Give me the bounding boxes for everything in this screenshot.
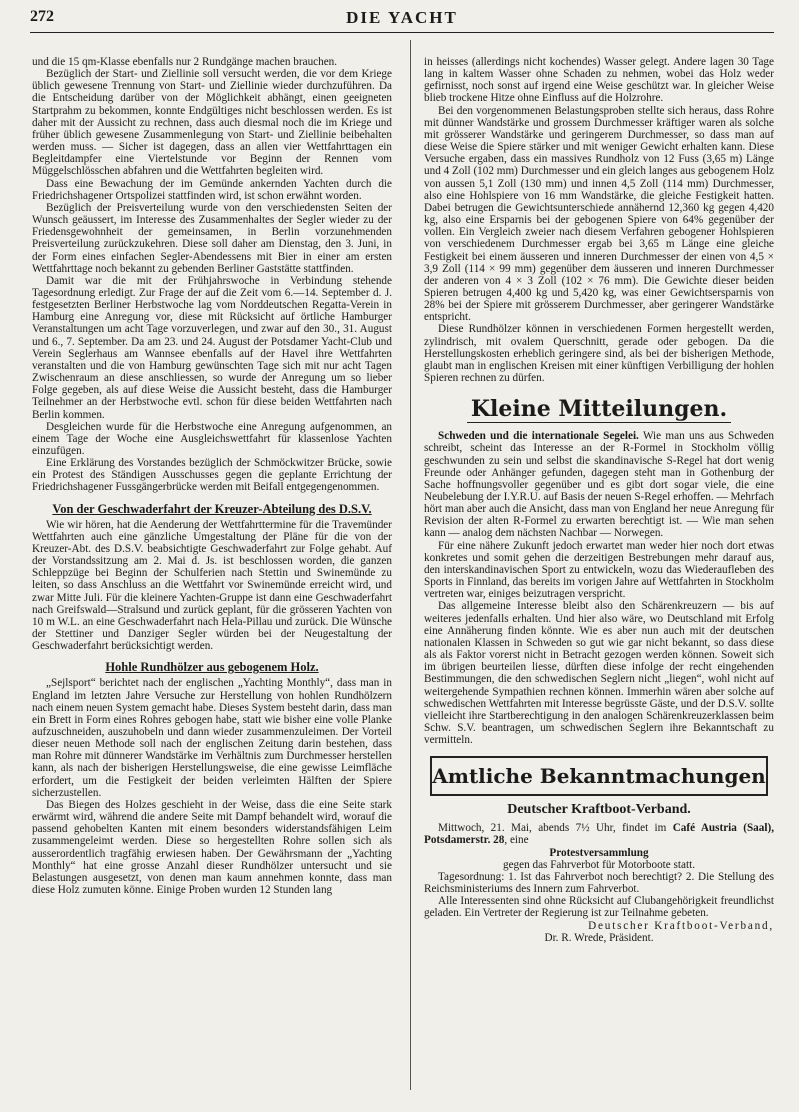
meeting-venue: Café Austria (Saal), Potsdamerstr. 28: [424, 822, 774, 847]
paragraph: Bezüglich der Preisverteilung wurde von den verschiedensten Seiten der Wunsch geäussert, im Interesse des Zusammenhaltes der Segler wieder zu der Friedensgewohnheit der gemeinsamen, in Berlin vorzunehmenden Preisverteilung zurückzukehren. Diese soll daher am Dienstag, den 3. Juni, in der Form eines einfachen Segler-Abendessens mit Bier in einer am ersten Wettfahrttage noch bekannt zu gebenden Berliner Gaststätte stattfinden.: [32, 201, 392, 275]
page-header: [30, 6, 774, 33]
paragraph: in heisses (allerdings nicht kochendes) Wasser gelegt. Andere lagen 30 Tage lang in kaltem Wasser ohne Schaden zu nehmen, wobei das Holz weder gefirnisst, noch sonst auf irgend eine Weise geschützt war. In gleicher Weise blieb trockene Hitze ohne Einfluss auf die Holzrohre.: [424, 56, 774, 105]
paragraph: Bezüglich der Start- und Ziellinie soll versucht werden, die vor dem Kriege üblich gewesene Trennung von Start- und Ziellinie wieder durchzuführen. Da die Entscheidung darüber von der Möglichkeit abhängt, einen geeigneten Startprahm zu bekommen, konnte Endgültiges nicht beschlossen werden. Es ist daher mit der Aussicht zu rechnen, dass auch diesmal noch die im Kriege und früher üblich gewesene Zusammenlegung von Start- und Ziellinie beibehalten werden muss. — Sicher ist dagegen, dass an allen vier Wettfahrttagen ein Begleitdampfer eine Viertelstunde vor Beginn der Rennen vom Müggelschlösschen abfahren und die Wettfahrten begleiten wird.: [32, 68, 392, 178]
left-column: [32, 56, 392, 1106]
signature-organization: Deutscher Kraftboot-Verband,: [588, 919, 774, 932]
paragraph: Für eine nähere Zukunft jedoch erwartet man weder hier noch dort etwas konkretes und somit gehen die derzeitigen Bestrebungen mehr darauf aus, den interskandinavischen Sport zu entwickeln, wozu das Wiederaufleben des Sports in Finnland, das bereits im vorigen Jahre auf Wettfahrten in Stockholm vertreten war, einiges beizutragen verspricht.: [424, 539, 774, 601]
column-divider: [410, 40, 411, 1090]
announcements-box-heading: Amtliche Bekanntmachungen: [430, 756, 768, 796]
paragraph: Diese Rundhölzer können in verschiedenen Formen hergestellt werden, zylindrisch, mit ovalem Querschnitt, gerade oder gebogen. Da die Herstellungskosten erheblich geringere sind, als bei der bisherigen Methode, glaubt man in englischen Kreisen mit einer künftigen Verbilligung der hohlen Spieren rechnen zu dürfen.: [424, 323, 774, 385]
paragraph: Das Biegen des Holzes geschieht in der Weise, dass die eine Seite stark erwärmt wird, während die andere Seite mit Dampf behandelt wird, worauf die passend gehobelten Kanten mit einem besonders widerstandsfähigen Leim zusammengeleimt werden. Diese so hergestellten Rohre sollen sich als ausserordentlich tragfähig erwiesen haben. Der Gewährsmann der „Yachting Monthly“ hat eine grosse Anzahl dieser Rundhölzer untersucht und sie Belastungen ausgesetzt, von denen man kaum annehmen konnte, dass man diese Holz zumuten könne. Einige Proben wurden 12 Stunden lang: [32, 798, 392, 896]
section-heading-text: Kleine Mitteilungen.: [467, 396, 731, 423]
agenda: Tagesordnung: 1. Ist das Fahrverbot noch berechtigt? 2. Die Stellung des Reichsministeriums des Innern zum Fahrverbot.: [424, 870, 774, 896]
paragraph: Alle Interessenten sind ohne Rücksicht auf Clubangehörigkeit freundlichst geladen. Ein Vertreter der Regierung ist zur Teilnahme gebeten.: [424, 895, 774, 920]
magazine-title: DIE YACHT: [346, 8, 458, 27]
paragraph-lead: Schweden und die internationale Segelei.: [438, 430, 639, 443]
paragraph: und die 15 qm-Klasse ebenfalls nur 2 Rundgänge machen brauchen.: [32, 56, 338, 68]
page-number: 272: [30, 8, 54, 25]
paragraph: Bei den vorgenommenen Belastungsproben stellte sich heraus, dass Rohre mit dünner Wandstärke und grossem Durchmesser kräftiger waren als solche mit grösserer Wandstärke und geringerem Durchmesser, so dass man auf diese Weise die Spiere stärker und mit weniger Gewicht erhalten kann. Diese Versuche ergaben, dass ein massives Rundholz von 12 Fuss (3,65 m) Länge und 4 Zoll (102 mm) Durchmesser und ein gleich langes aus gebogenem Holz von aussen 5,1 Zoll (130 mm) und innen 4,5 Zoll (114 mm) Durchmesser, also eine Hohlspiere von 16 mm Wandstärke, die gleiche Festigkeit hatten. Dabei betrugen die Gewichtsunterschiede annähernd 12,360 kg gegen 4,420 kg, also eine Ersparnis bei der gebogenen Spiere von 64% gegenüber der vollen. Ein Vergleich zweier nach diesem Verfahren gebogener Hohlspieren von verschiedenem Durchmesser ergab bei 3,65 m Länge eine gleiche Festigkeit bei einem äusseren und inneren Durchmesser der einen von 4,5 × 3,9 Zoll (114 × 99 mm) gegenüber dem äusseren und inneren Durchmesser der anderen von 4 × 3 Zoll (102 × 76 mm). Die Gewichte dieser beiden Spieren betrugen 4,400 kg und 5,420 kg, was einer Gewichtsersparnis von 28% bei der Spiere mit grösserem Durchmesser, aber geringerer Wandstärke entspricht.: [424, 104, 774, 324]
meeting-text: Mittwoch, 21. Mai, abends 7½ Uhr, findet im: [438, 822, 673, 835]
signature-name: Dr. R. Wrede, Präsident.: [544, 931, 654, 944]
paragraph: [424, 822, 774, 846]
paragraph: Eine Erklärung des Vorstandes bezüglich der Schmöckwitzer Brücke, sowie ein Protest des Ständigen Ausschusses gegen die geplante Errichtung der Friedrichshagener Fussgängerbrücke werden mit Beifall entgegengenommen.: [32, 457, 392, 494]
article-heading: Von der Geschwaderfahrt der Kreuzer-Abteilung des D.S.V.: [52, 501, 372, 516]
meeting-text-end: , eine: [504, 834, 529, 847]
right-column: [424, 56, 774, 1106]
paragraph: „Sejlsport“ berichtet nach der englischen „Yachting Monthly“, dass man in England im letzten Jahre Versuche zur Herstellung von hohlen Rundhölzern nach einem neuen System gemacht habe. Dieses System besteht darin, dass man ein Brett in Form eines Rohres gebogen habe, statt wie bisher eine volle Planke aufzuschneiden, auszuhobeln und dann wieder zusammenzuleimen. Der Vorteil dieser neuen Methode soll nach der englischen Zeitung darin bestehen, dass man Rohre mit dünnerer Wandstärke im Verhältnis zum Durchmesser herstellen kann, als nach der bisherigen Herstellungsweise, die eine gewisse Leimfläche erfordert, um die Festigkeit der beiden verleimten Hälften der Spiere sicherzustellen.: [32, 677, 392, 799]
paragraph: [424, 430, 774, 539]
paragraph: Das allgemeine Interesse bleibt also den Schärenkreuzern — bis auf weiteres jedenfalls erhalten. Und hier also wäre, wo Deutschland mit Erfolg eine Annäherung finden könnte. Wie es aber nun auch mit der deutschen nationalen Klassen in Schweden so gut wie gar nicht bekannt, so dass diese als als Faktor vorerst nicht in Betracht gezogen werden können. Soweit sich im übrigen beurteilen liesse, dürften diese infolge der recht eingehenden Bestimmungen, die den schwedischen Seglern nicht „liegen“, wohl nicht auf weitergehende Sympathien rechnen können. Immerhin wären aber solche auf schwedischen Wettfahrten mit Interesse begrüsste Gäste, und der D.S.V. sollte vielleicht ihre Startberechtigung in den analogen Schärenkreuzerklassen beim Schw. S.V. beantragen, um schwedischen Seglern ihre Bekanntschaft zu vermitteln.: [424, 600, 774, 747]
organization-heading: Deutscher Kraftboot-Verband.: [507, 802, 691, 818]
paragraph: Desgleichen wurde für die Herbstwoche eine Anregung aufgenommen, an einem Tage der Woche eine Ausgleichswettfahrt für klassenlose Yachten einzufügen.: [32, 420, 392, 457]
paragraph: Damit war die mit der Frühjahrswoche in Verbindung stehende Tagesordnung erledigt. Zur Frage der auf die Zeit vom 6.—14. September d. J. festgesetzten Berliner Herbstwoche lag vom Norddeutschen Regatta-Verein in Hamburg eine Anregung vor, diese mit Rücksicht auf örtliche Hamburger Veranstaltungen um acht Tage vorzuverlegen, und zwar auf den 30., 31. August und 6., 7. September. Da am 23. und 24. August der Potsdamer Yacht-Club und Verein Seglerhaus am Wannsee ebenfalls auf der Havel ihre Wettfahrten veranstalten und die von Hamburg gewünschten Tage sich mit nur acht Tagen Zwischenraum an diese anschliessen, so wurde der Anregung um so lieber Folge gegeben, als auf diese Weise die Aussicht besteht, dass die Hamburger Teilnehmer an der Herbstwoche evtl. schon für diese beiden Wettfahrten nach Berlin kommen.: [32, 274, 392, 421]
paragraph: Wie wir hören, hat die Aenderung der Wettfahrttermine für die Travemünder Wettfahrten auch eine gänzliche Umgestaltung der Pläne für die von der Kreuzer-Abt. des D.S.V. beabsichtigte Geschwaderfahrt zur Folge gehabt. Auf der Vorstandssitzung am 2. Mai d. Js. ist beschlossen worden, die ganzen Schleppzüge bei Beginn der Schulferien nach Stettin und Swinemünde zu leiten, so dass Anschluss an die Wettfahrt vor Swinemünde erreicht wird, und zwar Mitte Juli. Für die kleinere Yachten-Gruppe ist dann eine Geschwaderfahrt nach Greifswald—Stralsund und zurück geplant, für die grösseren Yachten von 10 m W.L. an eine Geschwaderfahrt nach Hela-Pillau und zurück. Die Wünsche der Stettiner und Danziger Segler würden bei der Neugestaltung der Geschwaderfahrt berücksichtigt werden.: [32, 518, 392, 653]
section-heading: [424, 396, 774, 422]
article-heading: Hohle Rundhölzer aus gebogenem Holz.: [105, 660, 319, 675]
paragraph: Dass eine Bewachung der im Gemünde ankernden Yachten durch die Friedrichshagener Ortspolizei stattfinden wird, ist schon erwähnt worden.: [32, 177, 392, 202]
protest-heading: Protestversammlung: [549, 846, 649, 859]
paragraph-body: Wie man uns aus Schweden schreibt, scheint das Interesse an der R-Formel in Stockholm völlig geschwunden zu sein und selbst die skandinavische S-Regel hat dort wenig Freunde oder Anhänger gefunden, dagegen steht man in Gothenburg der Sache hoffnungsvoller gegenüber und es gibt dort sogar viele, die eine Neubelebung der I.Y.R.U. auf Basis der neuen S-Regel erhoffen. — Mehrfach hört man aber auch die Ansicht, dass man von England her neue Anregung für Revision der alten R-Formel zu erwarten berechtigt ist. — Wie man sehen kann — analog dem nächsten Nachbar — Norwegen.: [424, 430, 774, 540]
protest-line: gegen das Fahrverbot für Motorboote statt.: [502, 858, 695, 871]
